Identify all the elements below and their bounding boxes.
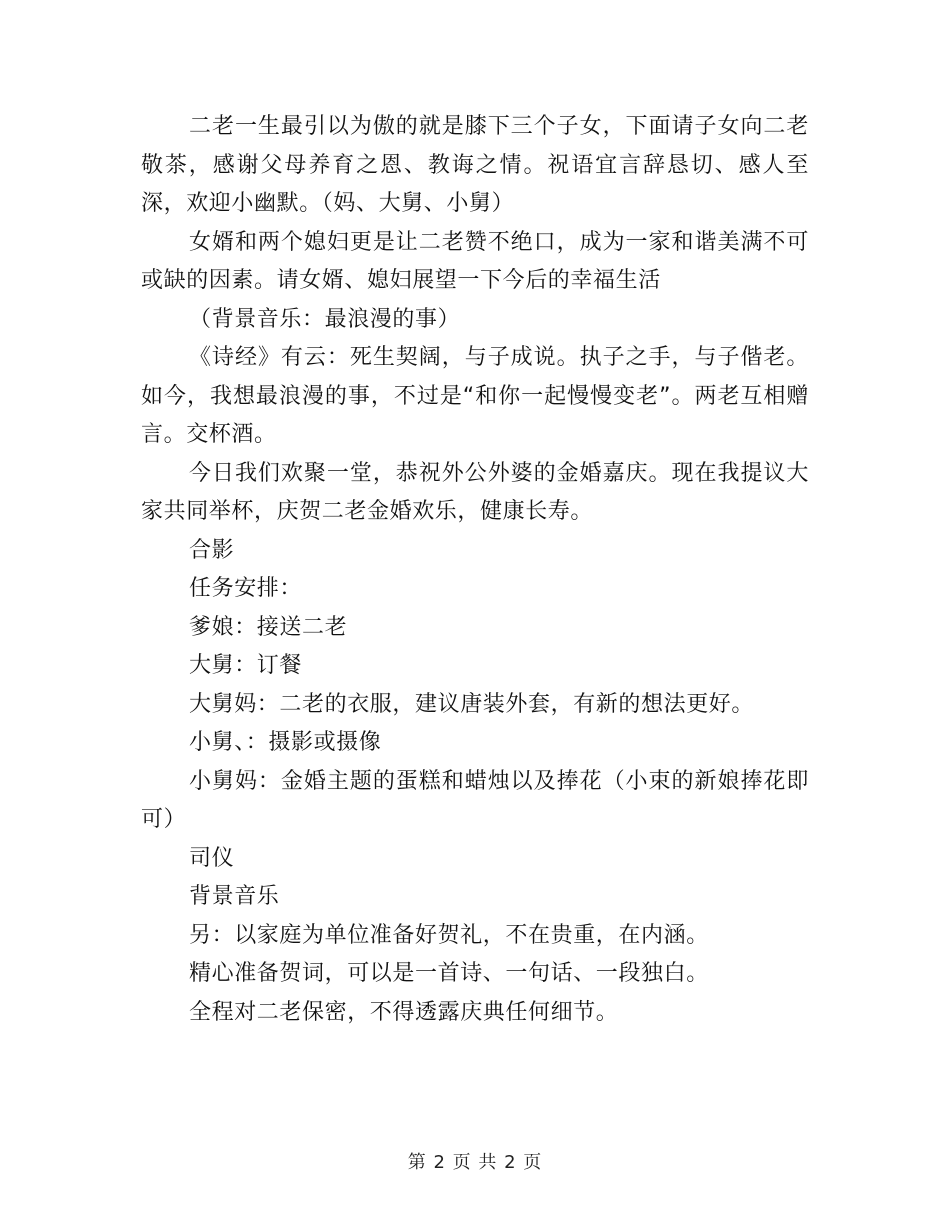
paragraph-17: 全程对二老保密，不得透露庆典任何细节。: [189, 999, 619, 1025]
paragraph-1: 二老一生最引以为傲的就是膝下三个子女，下面请子女向二老敬茶，感谢父母养育之恩、教诲之情。祝语宜言辞恳切、感人至深，欢迎小幽默。（妈、大舅、小舅）: [141, 114, 809, 216]
paragraph-4: 《诗经》有云：死生契阔，与子成说。执子之手，与子偕老。如今，我想最浪漫的事，不过是“和你一起慢慢变老”。两老互相赠言。交杯酒。: [141, 345, 809, 447]
paragraph-10: 大舅妈：二老的衣服，建议唐装外套，有新的想法更好。: [189, 691, 755, 717]
paragraph-12: 小舅妈：金婚主题的蛋糕和蜡烛以及捧花（小束的新娘捧花即可）: [141, 768, 809, 832]
paragraph-16: 精心准备贺词，可以是一首诗、一句话、一段独白。: [189, 961, 709, 986]
paragraph-7: 任务安排：: [189, 576, 303, 601]
paragraph-2: 女婿和两个媳妇更是让二老赞不绝口，成为一家和谐美满不可或缺的因素。请女婿、媳妇展望一下今后的幸福生活: [141, 229, 809, 293]
paragraph-5: 今日我们欢聚一堂，恭祝外公外婆的金婚嘉庆。现在我提议大家共同举杯，庆贺二老金婚欢乐，健康长寿。: [141, 460, 809, 524]
document-body: [141, 108, 809, 1032]
paragraph-14: 背景音乐: [189, 884, 280, 909]
paragraph-6: 合影: [189, 537, 235, 563]
paragraph-3: （背景音乐：最浪漫的事）: [189, 306, 461, 332]
page-footer: 第 2 页 共 2 页: [407, 1152, 543, 1173]
paragraph-11: 小舅、：摄影或摄像: [189, 730, 382, 755]
paragraph-9: 大舅：订餐: [189, 653, 303, 678]
paragraph-8: 爹娘：接送二老: [189, 614, 348, 640]
paragraph-13: 司仪: [189, 845, 235, 871]
paragraph-15: 另：以家庭为单位准备好贺礼，不在贵重，在内涵。: [189, 922, 709, 948]
